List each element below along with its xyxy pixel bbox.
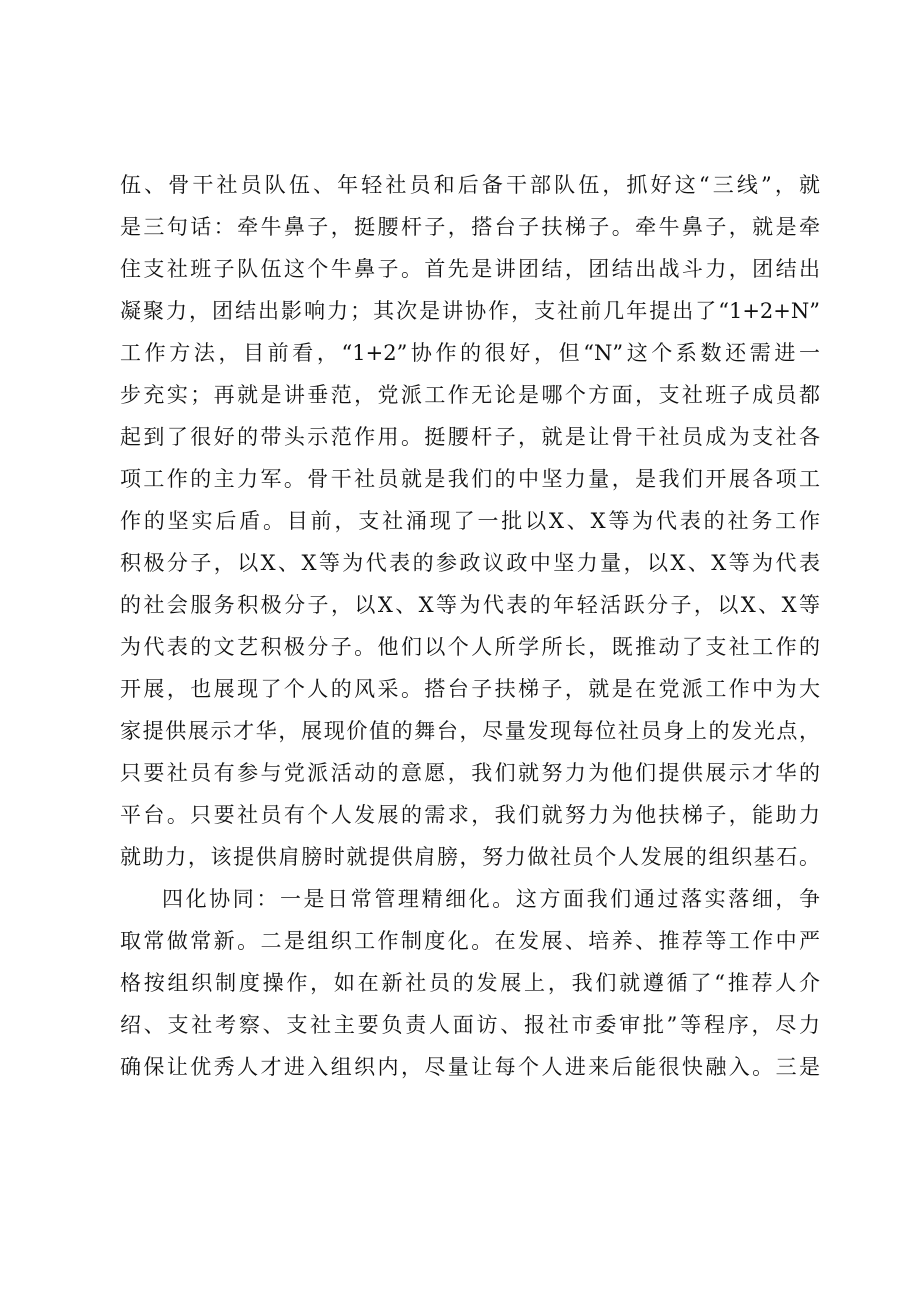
text-line: 步充实；再就是讲垂范，党派工作无论是哪个方面，支社班子成员都: [120, 383, 820, 407]
text-line: 绍、支社考察、支社主要负责人面访、报社市委审批”等程序，尽力: [120, 1013, 820, 1037]
text-line: 就助力，该提供肩膀时就提供肩膀，努力做社员个人发展的组织基石。: [120, 845, 820, 869]
text-line: 取常做常新。二是组织工作制度化。在发展、培养、推荐等工作中严: [120, 929, 820, 953]
text-line: 作的坚实后盾。目前，支社涌现了一批以X、X等为代表的社务工作: [120, 509, 820, 533]
text-line: 格按组织制度操作，如在新社员的发展上，我们就遵循了“推荐人介: [120, 971, 820, 995]
text-line: 确保让优秀人才进入组织内，尽量让每个人进来后能很快融入。三是: [120, 1055, 820, 1079]
text-line: 工作方法，目前看，“1+2”协作的很好，但“N”这个系数还需进一: [120, 341, 820, 365]
text-line: 为代表的文艺积极分子。他们以个人所学所长，既推动了支社工作的: [120, 635, 820, 659]
text-line: 只要社员有参与党派活动的意愿，我们就努力为他们提供展示才华的: [120, 761, 820, 785]
paragraph: [120, 164, 820, 878]
text-line: 家提供展示才华，展现价值的舞台，尽量发现每位社员身上的发光点，: [120, 719, 820, 743]
text-line: 是三句话：牵牛鼻子，挺腰杆子，搭台子扶梯子。牵牛鼻子，就是牵: [120, 215, 820, 239]
text-line: 开展，也展现了个人的风采。搭台子扶梯子，就是在党派工作中为大: [120, 677, 820, 701]
text-line: 伍、骨干社员队伍、年轻社员和后备干部队伍，抓好这“三线”，就: [120, 173, 820, 197]
paragraph: [120, 878, 820, 1088]
text-line: 起到了很好的带头示范作用。挺腰杆子，就是让骨干社员成为支社各: [120, 425, 820, 449]
text-line: 的社会服务积极分子，以X、X等为代表的年轻活跃分子，以X、X等: [120, 593, 820, 617]
text-line: 凝聚力，团结出影响力；其次是讲协作，支社前几年提出了“1+2+N”: [120, 299, 820, 323]
text-line: 四化协同：一是日常管理精细化。这方面我们通过落实落细，争: [162, 887, 820, 911]
text-line: 住支社班子队伍这个牛鼻子。首先是讲团结，团结出战斗力，团结出: [120, 257, 820, 281]
text-line: 项工作的主力军。骨干社员就是我们的中坚力量，是我们开展各项工: [120, 467, 820, 491]
text-line: 平台。只要社员有个人发展的需求，我们就努力为他扶梯子，能助力: [120, 803, 820, 827]
text-line: 积极分子，以X、X等为代表的参政议政中坚力量，以X、X等为代表: [120, 551, 820, 575]
body-text: [120, 164, 820, 1088]
